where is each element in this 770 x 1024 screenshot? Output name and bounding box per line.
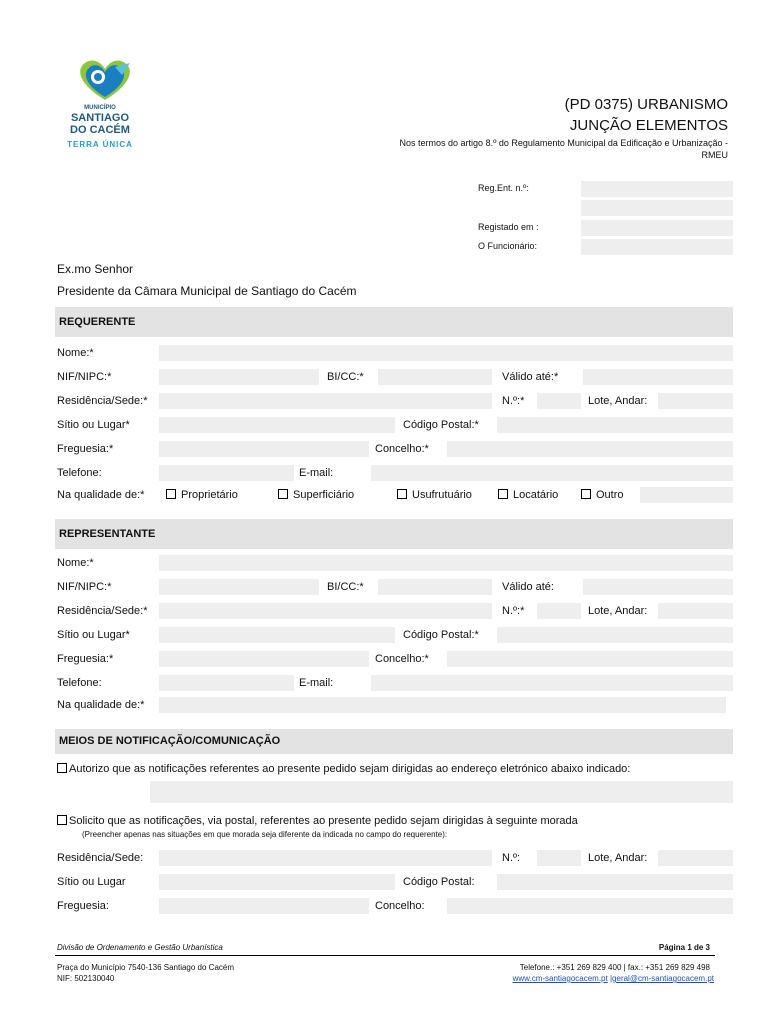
rep-freguesia-label: Freguesia:* — [57, 653, 114, 665]
req-nif-label: NIF/NIPC:* — [57, 371, 112, 383]
section-representante: REPRESENTANTE — [55, 519, 733, 549]
rep-email-label: E-mail: — [299, 677, 334, 689]
m-codigo-label: Código Postal: — [403, 876, 475, 888]
rep-email-field[interactable] — [371, 675, 733, 691]
section-requerente: REQUERENTE — [55, 307, 733, 337]
req-codigo-label: Código Postal:* — [403, 419, 479, 431]
rep-qualidade-field[interactable] — [159, 697, 726, 713]
m-numero-field[interactable] — [537, 850, 581, 866]
opt-superficiario[interactable]: Superficiário — [278, 489, 354, 501]
footer-nif: NIF: 502130040 — [57, 974, 115, 983]
form-subtitle: Nos termos do artigo 8.º do Regulamento Municipal da Edificação e Urbanização - — [399, 138, 728, 148]
m-freguesia-label: Freguesia: — [57, 900, 109, 912]
req-concelho-field[interactable] — [447, 441, 733, 457]
req-nome-field[interactable] — [159, 345, 733, 361]
checkbox-icon[interactable] — [498, 489, 508, 499]
req-numero-field[interactable] — [537, 393, 581, 409]
rep-numero-label: N.º:* — [502, 605, 525, 617]
reg-field-2[interactable] — [581, 200, 733, 216]
rep-residencia-field[interactable] — [159, 603, 492, 619]
section-meios: MEIOS DE NOTIFICAÇÃO/COMUNICAÇÃO — [55, 729, 733, 754]
req-concelho-label: Concelho:* — [375, 443, 429, 455]
req-bi-label: BI/CC:* — [327, 371, 364, 383]
req-lote-field[interactable] — [658, 393, 733, 409]
rep-telefone-label: Telefone: — [57, 677, 102, 689]
m-freguesia-field[interactable] — [159, 898, 369, 914]
opt-outro[interactable]: Outro — [581, 489, 624, 501]
m-residencia-field[interactable] — [159, 850, 492, 866]
rep-lote-label: Lote, Andar: — [588, 605, 648, 617]
m-sitio-field[interactable] — [159, 874, 395, 890]
rep-numero-field[interactable] — [537, 603, 581, 619]
footer-mail-link[interactable]: |geral@cm-santiagocacem.pt — [609, 974, 714, 983]
m-lote-field[interactable] — [658, 850, 733, 866]
req-codigo-field[interactable] — [497, 417, 733, 433]
checkbox-icon[interactable] — [581, 489, 591, 499]
form-subtitle-2: RMEU — [701, 150, 728, 160]
m-sitio-label: Sítio ou Lugar — [57, 876, 126, 888]
m-concelho-label: Concelho: — [375, 900, 425, 912]
rep-lote-field[interactable] — [658, 603, 733, 619]
registado-label: Registado em : — [478, 222, 539, 232]
footer-page: Página 1 de 3 — [658, 943, 710, 952]
req-bi-field[interactable] — [378, 369, 492, 385]
req-sitio-field[interactable] — [159, 417, 395, 433]
addressee-line2: Presidente da Câmara Municipal de Santiago do Cacém — [57, 284, 357, 298]
rep-qualidade-label: Na qualidade de:* — [57, 699, 145, 711]
rep-valido-label: Válido até: — [502, 581, 554, 593]
footer-links — [513, 974, 714, 983]
rep-bi-label: BI/CC:* — [327, 581, 364, 593]
footer-divider — [55, 955, 715, 956]
req-outro-field[interactable] — [640, 487, 733, 503]
rep-telefone-field[interactable] — [159, 675, 294, 691]
req-numero-label: N.º:* — [502, 395, 525, 407]
checkbox-icon[interactable] — [57, 815, 67, 825]
funcionario-field[interactable] — [581, 239, 733, 255]
req-valido-field[interactable] — [583, 369, 733, 385]
checkbox-icon[interactable] — [397, 489, 407, 499]
footer-phone: Telefone.: +351 269 829 400 | fax.: +351 269 829 498 — [519, 963, 710, 972]
req-valido-label: Válido até:* — [502, 371, 559, 383]
rep-freguesia-field[interactable] — [159, 651, 369, 667]
rep-codigo-field[interactable] — [497, 627, 733, 643]
footer-division: Divisão de Ordenamento e Gestão Urbanística — [57, 943, 223, 952]
addressee-line1: Ex.mo Senhor — [57, 262, 134, 276]
rep-concelho-field[interactable] — [447, 651, 733, 667]
funcionario-label: O Funcionário: — [478, 241, 538, 251]
footer-web-link[interactable]: www.cm-santiagocacem.pt — [512, 974, 608, 983]
m-numero-label: N.º: — [502, 852, 521, 864]
email-notification-field[interactable] — [150, 781, 733, 803]
solicito-note: (Preencher apenas nas situações em que morada seja diferente da indicada no campo do requerente): — [82, 830, 448, 839]
rep-sitio-field[interactable] — [159, 627, 395, 643]
req-residencia-field[interactable] — [159, 393, 492, 409]
req-residencia-label: Residência/Sede:* — [57, 395, 148, 407]
reg-field[interactable] — [581, 181, 733, 197]
opt-usufrutuario[interactable]: Usufrutuário — [397, 489, 472, 501]
solicito-option[interactable]: Solicito que as notificações, via postal, referentes ao presente pedido sejam dirigidas à seguinte morada — [57, 815, 578, 827]
rep-codigo-label: Código Postal:* — [403, 629, 479, 641]
req-email-label: E-mail: — [299, 467, 334, 479]
opt-locatario[interactable]: Locatário — [498, 489, 558, 501]
m-concelho-field[interactable] — [447, 898, 733, 914]
registado-field[interactable] — [581, 220, 733, 236]
rep-nome-field[interactable] — [159, 555, 733, 571]
checkbox-icon[interactable] — [166, 489, 176, 499]
rep-sitio-label: Sítio ou Lugar* — [57, 629, 130, 641]
reg-label: Reg.Ent. n.º: — [478, 183, 529, 193]
req-telefone-field[interactable] — [159, 465, 294, 481]
req-lote-label: Lote, Andar: — [588, 395, 648, 407]
checkbox-icon[interactable] — [57, 763, 67, 773]
m-codigo-field[interactable] — [497, 874, 733, 890]
form-code: (PD 0375) URBANISMO — [564, 96, 728, 113]
req-sitio-label: Sítio ou Lugar* — [57, 419, 130, 431]
rep-nif-label: NIF/NIPC:* — [57, 581, 112, 593]
m-residencia-label: Residência/Sede: — [57, 852, 144, 864]
m-lote-label: Lote, Andar: — [588, 852, 648, 864]
rep-concelho-label: Concelho:* — [375, 653, 429, 665]
req-qualidade-label: Na qualidade de:* — [57, 489, 145, 501]
rep-nif-field[interactable] — [159, 579, 319, 595]
municipality-logo: MUNICÍPIO SANTIAGO DO CACÉM TERRA ÚNICA — [60, 55, 150, 155]
req-telefone-label: Telefone: — [57, 467, 102, 479]
footer-address: Praça do Município 7540-136 Santiago do Cacém — [57, 963, 234, 972]
req-email-field[interactable] — [371, 465, 733, 481]
logo-emblem-icon — [70, 55, 140, 105]
req-nif-field[interactable] — [159, 369, 319, 385]
checkbox-icon[interactable] — [278, 489, 288, 499]
rep-nome-label: Nome:* — [57, 557, 94, 569]
opt-proprietario[interactable]: Proprietário — [166, 489, 238, 501]
rep-residencia-label: Residência/Sede:* — [57, 605, 148, 617]
form-title: JUNÇÃO ELEMENTOS — [569, 117, 728, 134]
req-freguesia-field[interactable] — [159, 441, 369, 457]
req-freguesia-label: Freguesia:* — [57, 443, 114, 455]
req-nome-label: Nome:* — [57, 347, 94, 359]
rep-bi-field[interactable] — [378, 579, 492, 595]
rep-valido-field[interactable] — [583, 579, 733, 595]
autorizo-option[interactable]: Autorizo que as notificações referentes ao presente pedido sejam dirigidas ao endereço eletrónico abaixo indicado: — [57, 763, 630, 775]
